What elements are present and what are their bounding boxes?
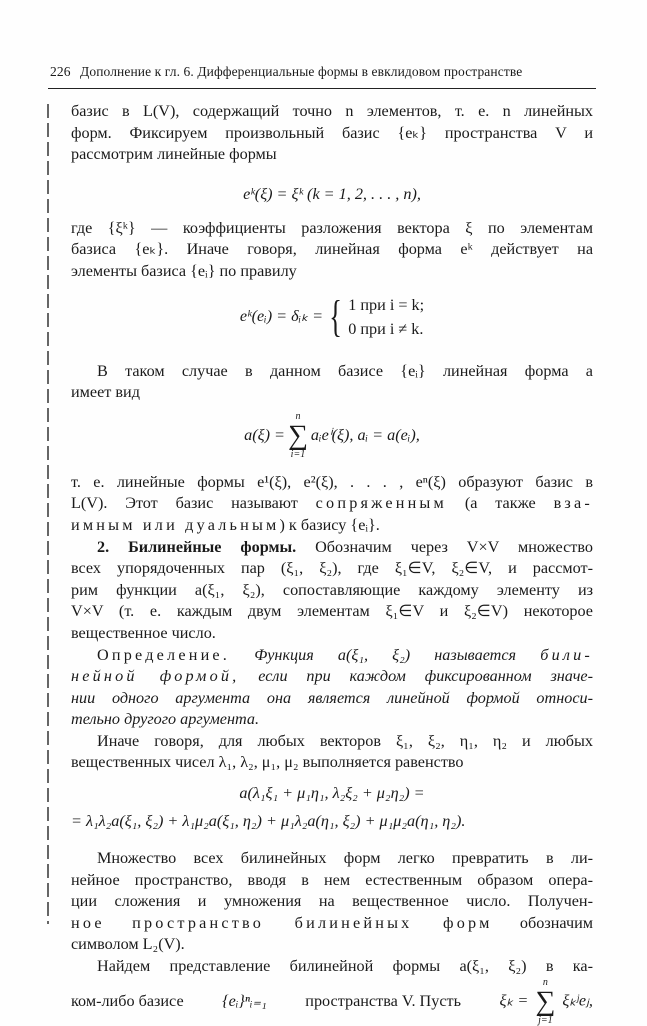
p5-line-5: вещественное число.	[71, 623, 216, 642]
p9-line-2: ком-либо базисе {eᵢ}ⁿᵢ₌₁ пространства V. Пусть ξₖ = n ∑ j=1 ξₖʲeⱼ,	[71, 976, 593, 1026]
p1-line-2: форм. Фиксируем произвольный базис {eₖ} пространства V и	[71, 123, 593, 142]
formula-3-rhs: aᵢeⁱ(ξ), aᵢ = a(eᵢ),	[310, 425, 420, 444]
header-rule	[48, 88, 596, 89]
p2-line-2: базиса {eₖ}. Иначе говоря, линейная форма eᵏ действует на	[71, 240, 593, 259]
p8-line-5: символом L₂(V).	[71, 935, 185, 954]
p5-line-4: V×V (т. е. каждым двум элементам ξ₁∈V и ξ₂∈V) некоторое	[71, 602, 593, 621]
p1-line-1: базис в L(V), содержащий точно n элементов, т. е. n линейных	[71, 102, 593, 120]
formula-2-cases	[323, 293, 424, 341]
p7-line-1: Иначе говоря, для любых векторов ξ₁, ξ₂, η₁, η₂ и любых	[97, 731, 593, 750]
p6-line-1: Определение. Функция a(ξ₁, ξ₂) называется били-	[97, 645, 594, 664]
term-bilinear-space: пространство билинейных форм	[132, 913, 493, 932]
p6-line-3: нии одного аргумента она является линейной формой относи-	[71, 688, 593, 707]
p7-line-2: вещественных чисел λ₁, λ₂, μ₁, μ₂ выполняется равенство	[71, 753, 464, 772]
p4-line-3: имным или дуальным) к базису {eᵢ}.	[71, 515, 380, 534]
p2-line-3: элементы базиса {eᵢ} по правилу	[71, 261, 297, 280]
p8-line-2: нейное пространство, вводя в нем естественным образом опера-	[71, 870, 593, 889]
p5-line-1: 2. Билинейные формы. Обозначим через V×V множество	[97, 537, 593, 556]
p6-line-4: тельно другого аргумента.	[71, 710, 260, 729]
formula-3	[71, 408, 593, 464]
page-body	[71, 101, 594, 1026]
p6-line-2: нейной формой, если при каждом фиксированном значе-	[71, 667, 593, 686]
p5-line-2: всех упорядоченных пар (ξ₁, ξ₂), где ξ₁∈V, ξ₂∈V, и рассмот-	[71, 559, 593, 578]
formula-2	[71, 289, 593, 345]
formula-2-case-1: 1 при i = k;	[348, 295, 425, 314]
term-dual: имным или дуальным	[71, 515, 280, 534]
p2-line-1: где {ξᵏ} — коэффициенты разложения вектора ξ по элементам	[71, 218, 593, 237]
formula-4-line-1: a(λ₁ξ₁ + μ₁η₁, λ₂ξ₂ + μ₂η₂) =	[239, 784, 425, 803]
formula-2-case-2: 0 при i ≠ k.	[348, 319, 424, 338]
term-conjugate: сопряженным	[315, 494, 447, 513]
brace-icon: {	[329, 291, 342, 341]
p3-line-1: В таком случае в данном базисе {eᵢ} линейная форма a	[97, 361, 593, 380]
page-header	[50, 64, 595, 80]
p8-line-3: ции сложения и умножения на вещественное число. Получен-	[71, 892, 593, 911]
p9-line-1: Найдем представление билинейной формы a(ξ₁, ξ₂) в ка-	[97, 957, 593, 976]
section-heading: 2. Билинейные формы.	[97, 537, 297, 556]
sum-sign-icon: n ∑ j=1	[535, 976, 556, 1026]
sum-sign-icon: n ∑ i=1	[287, 410, 308, 460]
p5-line-3: рим функции a(ξ₁, ξ₂), сопоставляющие каждому элементу из	[71, 580, 593, 599]
page-number: 226	[50, 64, 71, 79]
p4-line-2: L(V). Этот базис называют сопряженным (а также вза-	[71, 494, 594, 513]
formula-3-lhs: a(ξ) =	[244, 425, 285, 444]
formula-2-lhs: eᵏ(eᵢ) = δᵢₖ =	[239, 306, 324, 325]
definition-label: Определение.	[97, 645, 231, 664]
p4-line-1: т. е. линейные формы e¹(ξ), e²(ξ), . . . , eⁿ(ξ) образуют базис в	[71, 472, 593, 491]
formula-5: ξₖ = n ∑ j=1 ξₖʲeⱼ,	[499, 976, 593, 1026]
running-title: Дополнение к гл. 6. Дифференциальные формы в евклидовом пространстве	[80, 64, 523, 79]
p1-line-3: рассмотрим линейные формы	[71, 145, 277, 164]
formula-1: eᵏ(ξ) = ξᵏ (k = 1, 2, . . . , n),	[243, 184, 421, 203]
p8-line-1: Множество всех билинейных форм легко превратить в ли-	[97, 849, 593, 868]
term-bilinear-form: нейной формой,	[71, 667, 240, 686]
p3-line-2: имеет вид	[71, 383, 140, 402]
p8-line-4: ное пространство билинейных форм обозначим	[71, 913, 593, 932]
margin-bar	[47, 104, 49, 924]
formula-4-line-2: = λ₁λ₂a(ξ₁, ξ₂) + λ₁μ₂a(ξ₁, η₂) + μ₁λ₂a(η₁, ξ₂) + μ₁μ₂a(η₁, η₂).	[71, 812, 466, 831]
